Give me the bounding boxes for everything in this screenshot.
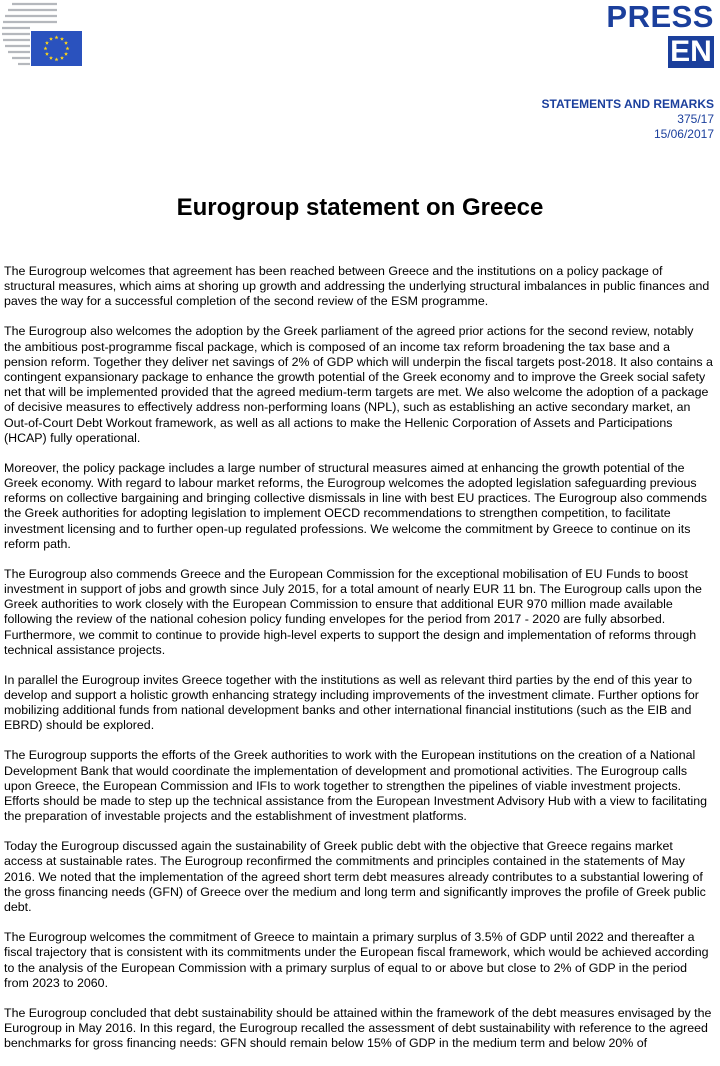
document-number: 375/17 [677,112,714,126]
paragraph: Today the Eurogroup discussed again the sustainability of Greek public debt with the objective that Greece regains market access at sustainable rates. The Eurogroup reconfirmed the commitments and principles contained in the statements of May 2016. We noted that the implementation of the agreed short term debt measures already contributes to a substantial lowering of the gross financing needs (GFN) of Greece over the medium and long term and significantly improves the profile of Greek public debt. [4,839,706,915]
page-title: Eurogroup statement on Greece [176,194,544,221]
document-date: 15/06/2017 [653,127,714,141]
press-label: PRESS [606,0,714,34]
paragraph: The Eurogroup concluded that debt sustainability should be attained within the framework of the debt measures envisaged by the Eurogroup in May 2016. In this regard, the Eurogroup recalled the assessment of debt sustainability with reference to the agreed benchmarks for gross financing needs: GFN should remain below 15% of GDP in the medium term and below 20% of [4,1005,712,1051]
paragraph: Moreover, the policy package includes a large number of structural measures aimed at enhancing the growth potential of the Greek economy. With regard to labour market reforms, the Eurogroup welcomes the adopted legislation safeguarding previous reforms on collective bargaining and bringing collective dismissals in line with best EU practices. The Eurogroup also commends the Greek authorities for adopting legislation to implement OECD recommendations to strengthen competition, to facilitate investment licensing and to further open-up regulated professions. We welcome the commitment by Greece to continue on its reform path. [4,460,707,551]
paragraph: The Eurogroup welcomes the commitment of Greece to maintain a primary surplus of 3.5% of GDP until 2022 and thereafter a fiscal trajectory that is consistent with its commitments under the European fiscal framework, which would be achieved according to the analysis of the European Commission with a primary surplus of equal to or above but close to 2% of GDP in the period from 2023 to 2060. [4,930,709,990]
paragraph: The Eurogroup welcomes that agreement has been reached between Greece and the institutions on a policy package of structural measures, which aims at shoring up growth and addressing the underlying structural imbalances in public finances and paves the way for a successful completion of the second review of the ESM programme. [4,264,710,309]
council-eu-logo [2,0,82,68]
language-badge[interactable]: EN [668,36,714,68]
statement-body [4,264,714,1066]
document-type: STATEMENTS AND REMARKS [541,97,714,111]
council-eu-logo-icon [2,0,82,68]
press-header [584,2,714,68]
paragraph: The Eurogroup supports the efforts of the Greek authorities to work with the European institutions on the creation of a National Development Bank that would coordinate the implementation of development and promotional activities. The Eurogroup calls upon Greece, the European Commission and IFIs to work together to strengthen the pipelines of viable investment projects. Efforts should be made to step up the technical assistance from the European Investment Advisory Hub with a view to facilitating the preparation of investable projects and the establishment of investment platforms. [4,748,707,824]
paragraph: The Eurogroup also welcomes the adoption by the Greek parliament of the agreed prior actions for the second review, notably the ambitious post-programme fiscal package, which is composed of an income tax reform broadening the tax base and a pension reform. Together they deliver net savings of 2% of GDP which will underpin the fiscal targets post-2018. It also contains a contingent expansionary package to enhance the growth potential of the Greek economy and to improve the Greek social safety net that will be implemented provided that the agreed medium-term targets are met. We also welcome the adoption of a package of decisive measures to effectively address non-performing loans (NPL), such as establishing an active secondary market, an Out-of-Court Debt Workout framework, as well as all actions to make the Hellenic Corporation of Assets and Participations (HCAP) fully operational. [4,324,713,445]
document-meta [542,97,714,142]
paragraph: The Eurogroup also commends Greece and the European Commission for the exceptional mobilisation of EU Funds to boost investment in support of jobs and growth since July 2015, for a total amount of nearly EUR 11 bn. The Eurogroup calls upon the Greek authorities to work closely with the European Commission to ensure that additional EUR 970 million made available following the review of the national cohesion policy funding envelopes for the period from 2017 - 2020 are fully absorbed. Furthermore, we commit to continue to provide high-level experts to support the design and implementation of reforms through technical assistance projects. [4,566,702,657]
paragraph: In parallel the Eurogroup invites Greece together with the institutions as well as relevant third parties by the end of this year to develop and support a holistic growth enhancing strategy including improvements of the investment climate. Further options for mobilizing additional funds from national development banks and other international financial institutions (such as the EIB and EBRD) should be explored. [4,672,699,733]
